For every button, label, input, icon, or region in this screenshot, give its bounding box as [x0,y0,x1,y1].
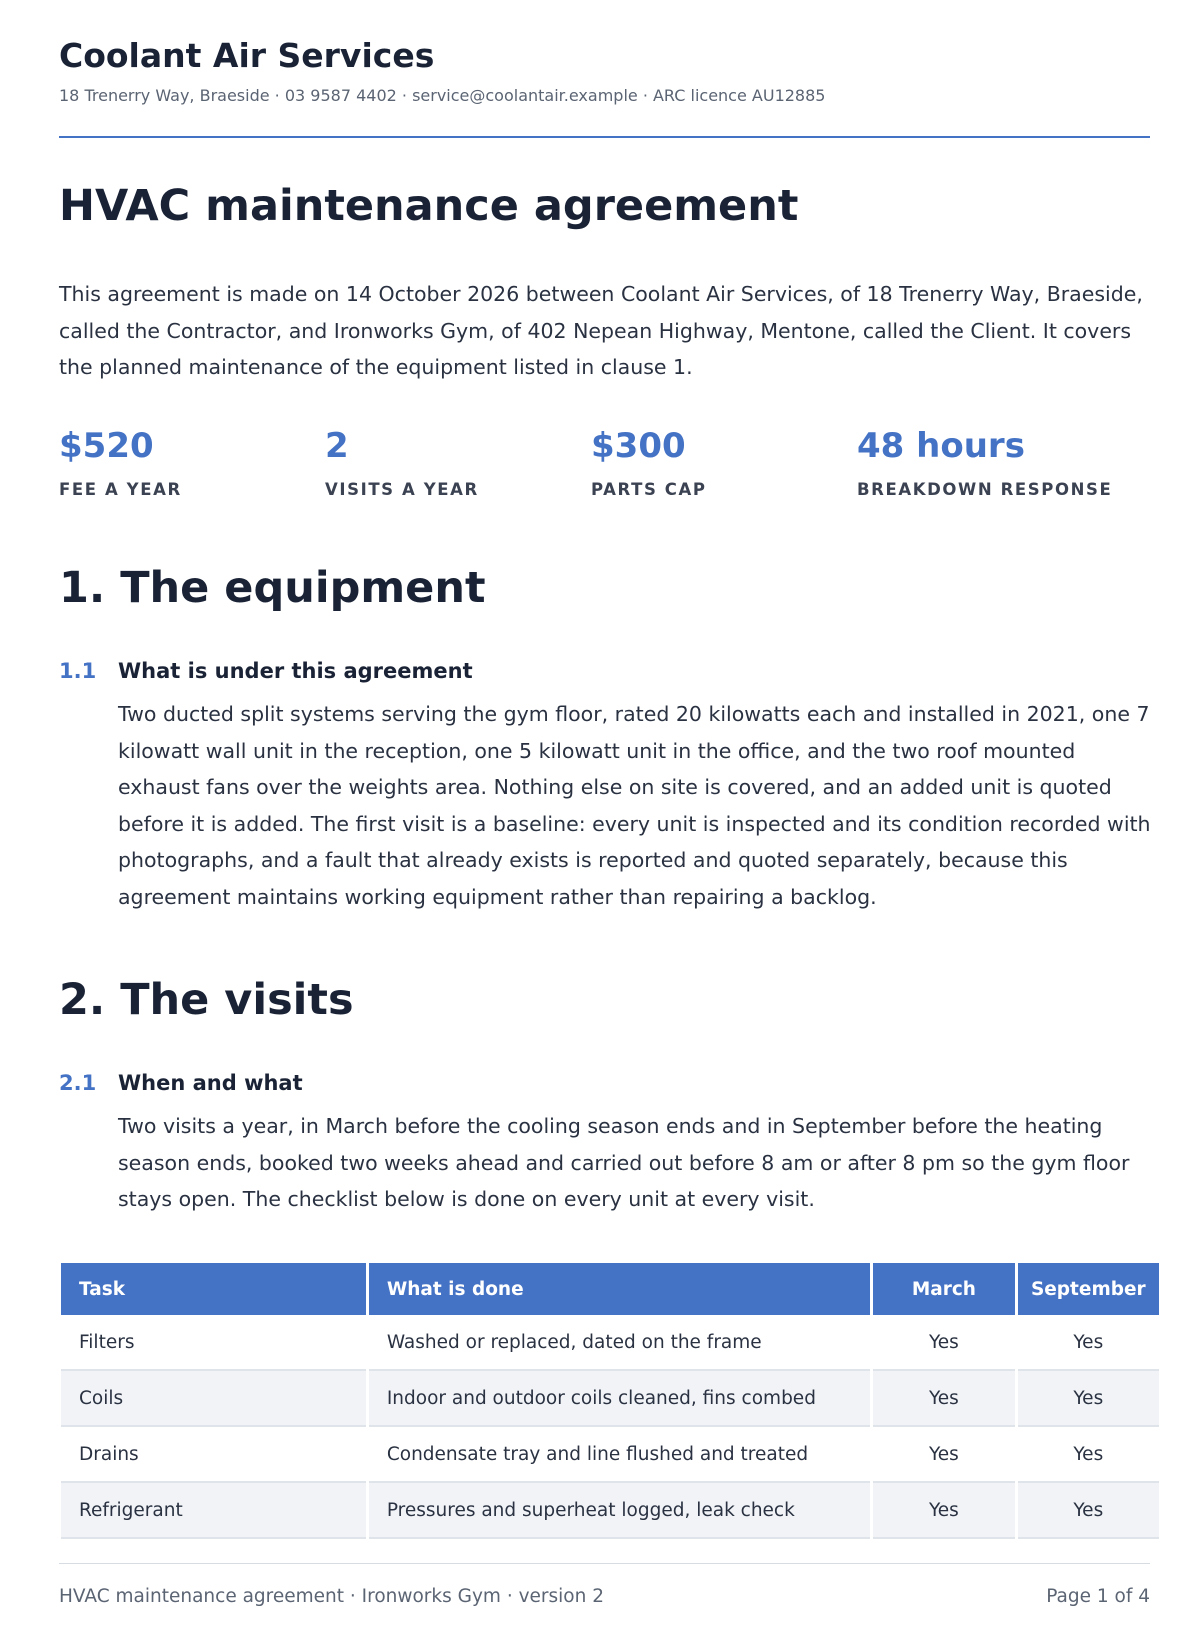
footer-document-info: HVAC maintenance agreement · Ironworks Gym · version 2 [59,1586,605,1607]
cell-september: Yes [1018,1427,1159,1483]
stat-value: $300 [591,426,686,466]
cell-september: Yes [1018,1483,1159,1539]
stat-value: 2 [325,426,349,466]
cell-what-is-done: Condensate tray and line flushed and treated [369,1427,870,1483]
cell-march: Yes [873,1483,1014,1539]
table-row [61,1315,1159,1371]
stat-label: PARTS CAP [591,480,707,499]
header-task: Task [61,1263,366,1315]
cell-task: Coils [61,1371,366,1427]
stat-label: VISITS A YEAR [325,480,479,499]
cell-september: Yes [1018,1315,1159,1371]
stat-label: BREAKDOWN RESPONSE [857,480,1113,499]
cell-march: Yes [873,1315,1014,1371]
table-row [61,1427,1159,1483]
table-header-row [61,1263,1159,1315]
footer-divider [59,1563,1150,1564]
section-heading-equipment: 1. The equipment [59,563,486,613]
stat-label: FEE A YEAR [59,480,182,499]
stat-value: $520 [59,426,154,466]
cell-what-is-done: Indoor and outdoor coils cleaned, fins combed [369,1371,870,1427]
clause-number: 1.1 [59,659,97,683]
company-contact: 18 Trenerry Way, Braeside · 03 9587 4402 · service@coolantair.example · ARC licence AU12885 [59,86,826,105]
company-name: Coolant Air Services [59,36,435,75]
cell-task: Filters [61,1315,366,1371]
checklist-table [58,1263,1162,1539]
cell-what-is-done: Washed or replaced, dated on the frame [369,1315,870,1371]
letterhead [59,36,1150,106]
cell-what-is-done: Pressures and superheat logged, leak check [369,1483,870,1539]
footer-page-number: Page 1 of 4 [1046,1586,1150,1607]
intro-paragraph: This agreement is made on 14 October 2026 between Coolant Air Services, of 18 Trenerry Way, Braeside, called the Contractor, and Ironworks Gym, of 402 Nepean Highway, Mentone, called the Client. It covers the planned maintenance of the equipment listed in clause 1. [59,282,1143,379]
stat-visits [325,424,479,500]
stat-breakdown-response [857,424,1112,500]
document-title: HVAC maintenance agreement [59,181,799,231]
clause-number: 2.1 [59,1071,97,1095]
header-march: March [873,1263,1014,1315]
cell-task: Drains [61,1427,366,1483]
cell-march: Yes [873,1427,1014,1483]
stat-value: 48 hours [857,426,1025,466]
clause-title: What is under this agreement [118,659,473,683]
cell-task: Refrigerant [61,1483,366,1539]
header-september: September [1018,1263,1159,1315]
section-heading-visits: 2. The visits [59,975,354,1025]
clause-title: When and what [118,1071,303,1095]
stat-fee [59,424,182,500]
table-row [61,1483,1159,1539]
checklist-table-viewport [61,1263,1159,1521]
table-row [61,1371,1159,1427]
cell-september: Yes [1018,1371,1159,1427]
cell-march: Yes [873,1371,1014,1427]
letterhead-divider [59,136,1150,138]
stat-parts-cap [591,424,707,500]
clause-body: Two ducted split systems serving the gym floor, rated 20 kilowatts each and installed in 2021, one 7 kilowatt wall unit in the reception, one 5 kilowatt unit in the office, and the two roof mounted exhaust fans over the weights area. Nothing else on site is covered, and an added unit is quoted before it is added. The first visit is a baseline: every unit is inspected and its condition recorded with photographs, and a fault that already exists is reported and quoted separately, because this agreement maintains working equipment rather than repairing a backlog. [118,702,1151,909]
key-figures [59,424,1159,504]
header-what-is-done: What is done [369,1263,870,1315]
clause-body: Two visits a year, in March before the cooling season ends and in September before the heating season ends, booked two weeks ahead and carried out before 8 am or after 8 pm so the gym floor stays open. The checklist below is done on every unit at every visit. [118,1114,1130,1211]
